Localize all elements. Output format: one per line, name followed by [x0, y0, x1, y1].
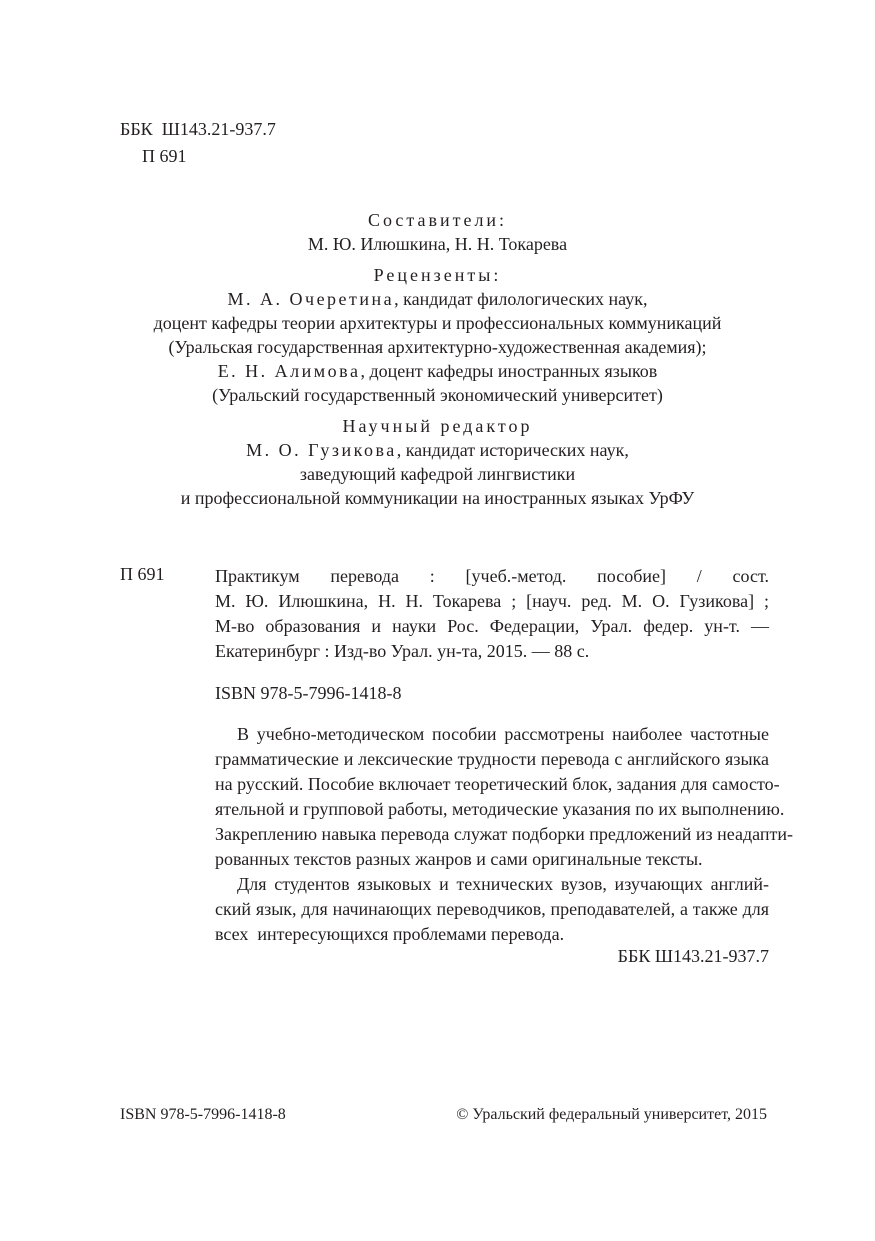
- entry-isbn: ISBN 978-5-7996-1418-8: [215, 683, 402, 703]
- reviewer1-name: М. А. Очеретина: [227, 289, 395, 309]
- credits-section: [110, 208, 765, 517]
- editor-block: [110, 414, 765, 510]
- bbk-line: [120, 116, 276, 143]
- abstract-line: Закреплению навыка перевода служат подборки предложений из неадапти-: [215, 824, 793, 844]
- abstract: [215, 722, 793, 947]
- abstract-line: всех интересующихся проблемами перевода.: [215, 924, 565, 944]
- call-number: П 691: [142, 146, 187, 166]
- abstract-line: ятельной и групповой работы, методические указания по их выполнению.: [215, 799, 785, 819]
- abstract-line: В учебно-методическом пособии рассмотрены наиболее частотные: [237, 724, 769, 744]
- entry-line: Екатеринбург : Изд-во Урал. ун-та, 2015. — 88 с.: [215, 641, 590, 661]
- reviewer2-affiliation: (Уральский государственный экономический университет): [212, 385, 663, 405]
- editor-name: М. О. Гузикова: [246, 440, 397, 460]
- abstract-line: Для студентов языковых и технических вузов, изучающих англий-: [237, 874, 769, 894]
- abstract-line: на русский. Пособие включает теоретический блок, задания для самосто-: [215, 774, 780, 794]
- reviewers-heading: Рецензенты:: [373, 265, 502, 285]
- entry-line: М-во образования и науки Рос. Федерации, Урал. федер. ун-т. —: [215, 616, 769, 636]
- compilers-block: [110, 208, 765, 256]
- entry-line: М. Ю. Илюшкина, Н. Н. Токарева ; [науч. ред. М. О. Гузикова] ;: [215, 591, 769, 611]
- footer-isbn: ISBN 978-5-7996-1418-8: [120, 1106, 286, 1123]
- entry-lines: [215, 564, 769, 664]
- editor-affiliation: и профессиональной коммуникации на иностранных языках УрФУ: [180, 488, 695, 508]
- bbk-label: ББК: [120, 119, 153, 139]
- abstract-line: рованных текстов разных жанров и сами оригинальные тексты.: [215, 849, 703, 869]
- entry-line: Практикум перевода : [учеб.-метод. пособие] / сост.: [215, 566, 769, 586]
- entry-code: П 691: [120, 564, 165, 584]
- reviewer2-title: , доцент кафедры иностранных языков: [360, 361, 658, 381]
- compilers-heading: Составители:: [367, 210, 508, 230]
- bbk-footer-code: ББК Ш143.21-937.7: [617, 946, 769, 966]
- editor-title: , кандидат исторических наук,: [396, 440, 629, 460]
- bbk-code: Ш143.21-937.7: [161, 119, 276, 139]
- bbk-header: [120, 116, 276, 170]
- reviewers-block: [110, 263, 765, 407]
- abstract-line: ский язык, для начинающих переводчиков, преподавателей, а также для: [215, 899, 769, 919]
- editor-position: заведующий кафедрой лингвистики: [299, 464, 576, 484]
- reviewer2-name: Е. Н. Алимова: [217, 361, 361, 381]
- abstract-line: грамматические и лексические трудности перевода с английского языка: [215, 749, 769, 769]
- editor-heading: Научный редактор: [342, 416, 533, 436]
- footer-copyright: © Уральский федеральный университет, 2015: [456, 1106, 767, 1123]
- reviewer1-title: , кандидат филологических наук,: [394, 289, 648, 309]
- reviewer2-line: [110, 359, 765, 383]
- editor-line: [110, 438, 765, 462]
- reviewer1-position: доцент кафедры теории архитектуры и профессиональных коммуникаций: [153, 313, 722, 333]
- compilers-names: М. Ю. Илюшкина, Н. Н. Токарева: [307, 234, 568, 254]
- reviewer1-line: [110, 287, 765, 311]
- reviewer1-affiliation: (Уральская государственная архитектурно-художественная академия);: [168, 337, 707, 357]
